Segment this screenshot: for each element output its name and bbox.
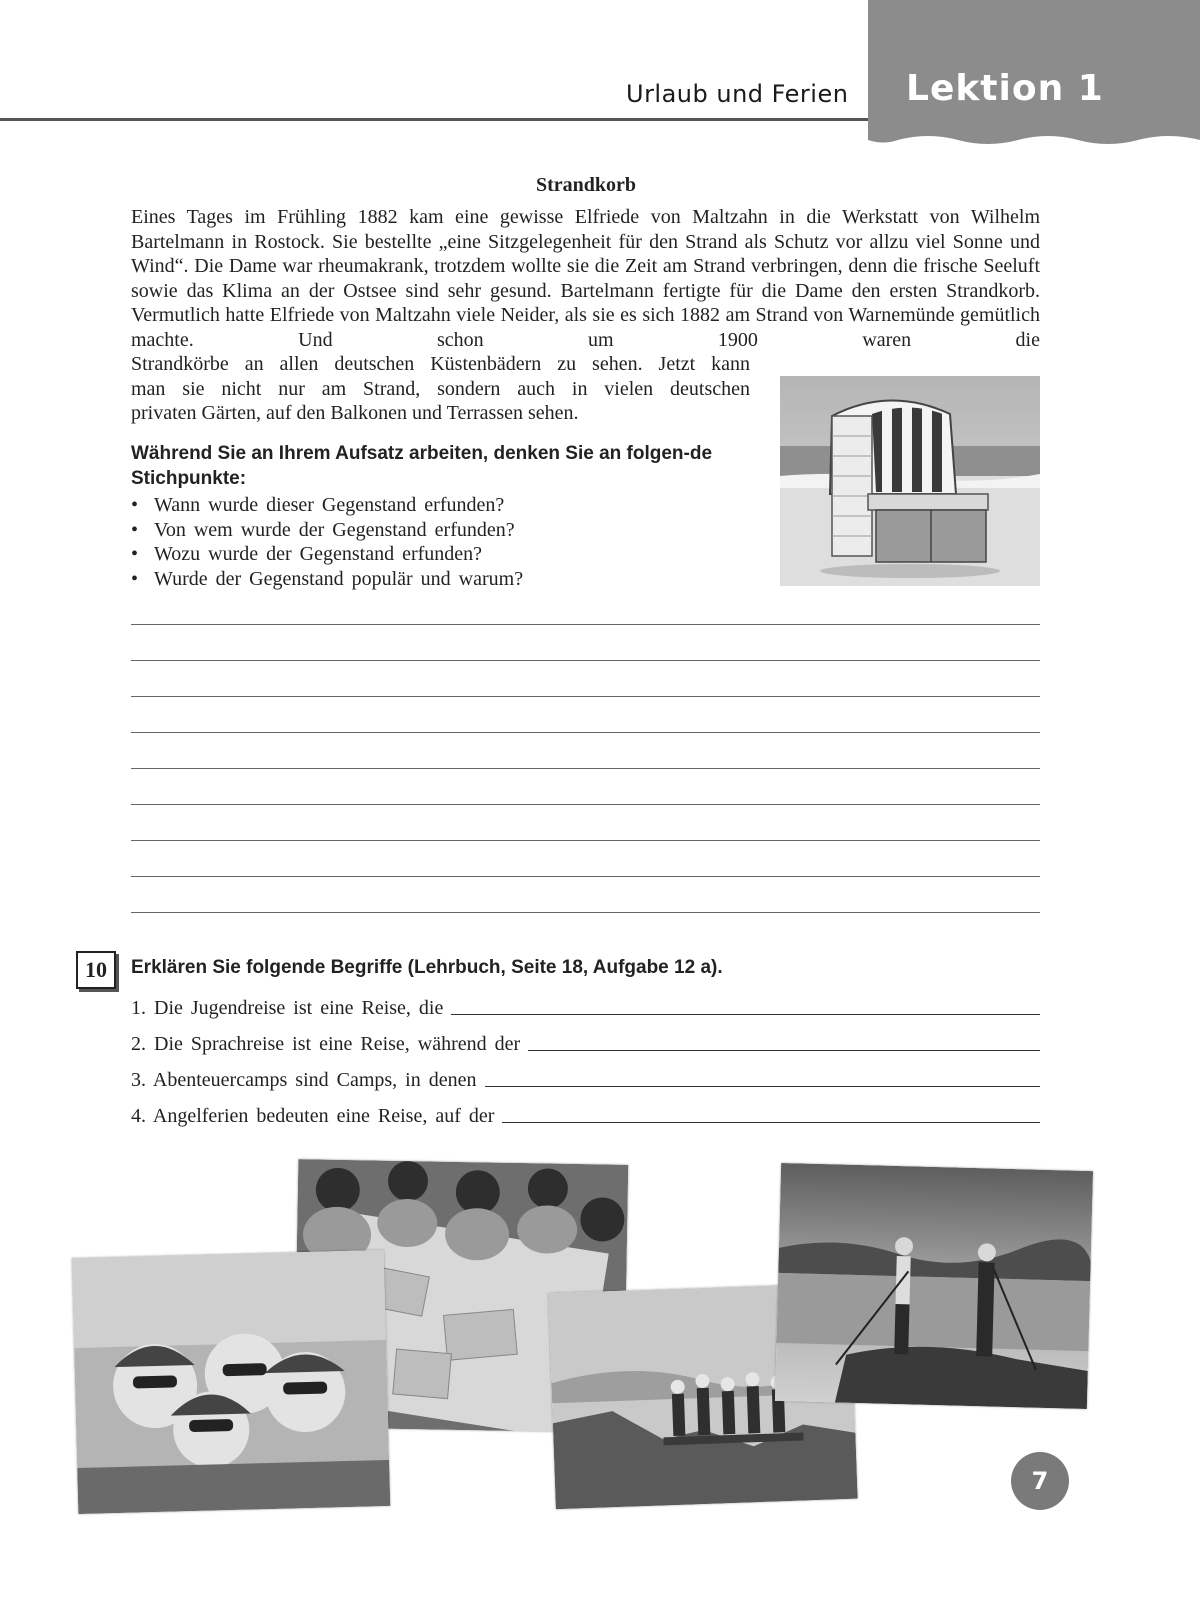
list-item: • Wozu wurde der Gegenstand erfunden?: [131, 543, 483, 565]
fill-in-item: [131, 1033, 1040, 1056]
writing-line[interactable]: [131, 732, 1040, 733]
beach-chair-photo: [780, 376, 1040, 586]
fill-in-item: [131, 1105, 1040, 1128]
writing-line[interactable]: [131, 876, 1040, 877]
page-number: 7: [1011, 1452, 1069, 1510]
paragraph-line: privaten Gärten, auf den Balkonen und Terrassen sehen.: [131, 402, 579, 424]
answer-blank[interactable]: [485, 1086, 1041, 1087]
writing-line[interactable]: [131, 840, 1040, 841]
key-points-list: [131, 493, 523, 591]
writing-line[interactable]: [131, 768, 1040, 769]
list-item: • Von wem wurde der Gegenstand erfunden?: [131, 518, 515, 541]
answer-blank[interactable]: [528, 1050, 1040, 1051]
bullet-icon: •: [131, 494, 139, 516]
list-item: • Wurde der Gegenstand populär und warum?: [131, 567, 524, 590]
writing-line[interactable]: [131, 696, 1040, 697]
writing-line[interactable]: [131, 660, 1040, 661]
chapter-topic: Urlaub und Ferien: [626, 80, 849, 108]
fill-in-item: [131, 1069, 1040, 1092]
bullet-icon: •: [131, 567, 139, 590]
fill-in-prompt: 2. Die Sprachreise ist eine Reise, während der: [131, 1033, 521, 1055]
writing-line[interactable]: [131, 804, 1040, 805]
answer-blank[interactable]: [502, 1122, 1040, 1123]
list-item: • Wann wurde dieser Gegenstand erfunden?: [131, 494, 505, 516]
answer-blank[interactable]: [451, 1014, 1040, 1015]
task-number-badge: 10: [76, 951, 116, 989]
fill-in-prompt: 4. Angelferien bedeuten eine Reise, auf der: [131, 1105, 495, 1127]
fill-in-item: [131, 997, 1040, 1020]
task-title: Erklären Sie folgende Begriffe (Lehrbuch, Seite 18, Aufgabe 12 a).: [131, 957, 723, 978]
lesson-label: Lektion 1: [906, 68, 1104, 109]
paragraph-line: man sie nicht nur am Strand, sondern auch in vielen deutschen: [131, 377, 750, 400]
paragraph-line: Strandkörbe an allen deutschen Küstenbädern zu sehen. Jetzt kann: [131, 353, 750, 375]
fill-in-prompt: 1. Die Jugendreise ist eine Reise, die: [131, 997, 444, 1019]
writing-line[interactable]: [131, 912, 1040, 913]
article-paragraph: Eines Tages im Frühling 1882 kam eine gewisse Elfriede von Maltzahn in die Werkstatt von Wilhelm Bartelmann in Rostock. Sie bestellte „eine Sitzgelegenheit für den Strand als Schutz vor allzu viel Sonne und Wind“. Die Dame war rheumakrank, trotzdem wollte sie die Zeit am Strand verbringen, denn die frische Seeluft sowie das Klima an der Ostsee sind sehr gesund. Bartelmann fertigte für die Dame den ersten Strandkorb. Vermutlich hatte Elfriede von Maltzahn viele Neider, als sie es sich 1882 am Strand von Warnemünde gemütlich machte. Und schon um 1900 waren die: [131, 206, 1040, 351]
bullet-icon: •: [131, 543, 139, 565]
article-paragraph-continued: [131, 352, 750, 426]
fill-in-prompt: 3. Abenteuercamps sind Camps, in denen: [131, 1069, 477, 1091]
writing-line[interactable]: [131, 624, 1040, 625]
article-title: Strandkorb: [535, 174, 637, 196]
anglers-on-coast-photo: [775, 1163, 1093, 1409]
bullet-icon: •: [131, 518, 139, 541]
essay-instruction: Während Sie an Ihrem Aufsatz arbeiten, denken Sie an folgen-de Stichpunkte:: [131, 443, 713, 489]
friends-selfie-photo: [72, 1250, 391, 1514]
header-rule: [0, 118, 868, 121]
